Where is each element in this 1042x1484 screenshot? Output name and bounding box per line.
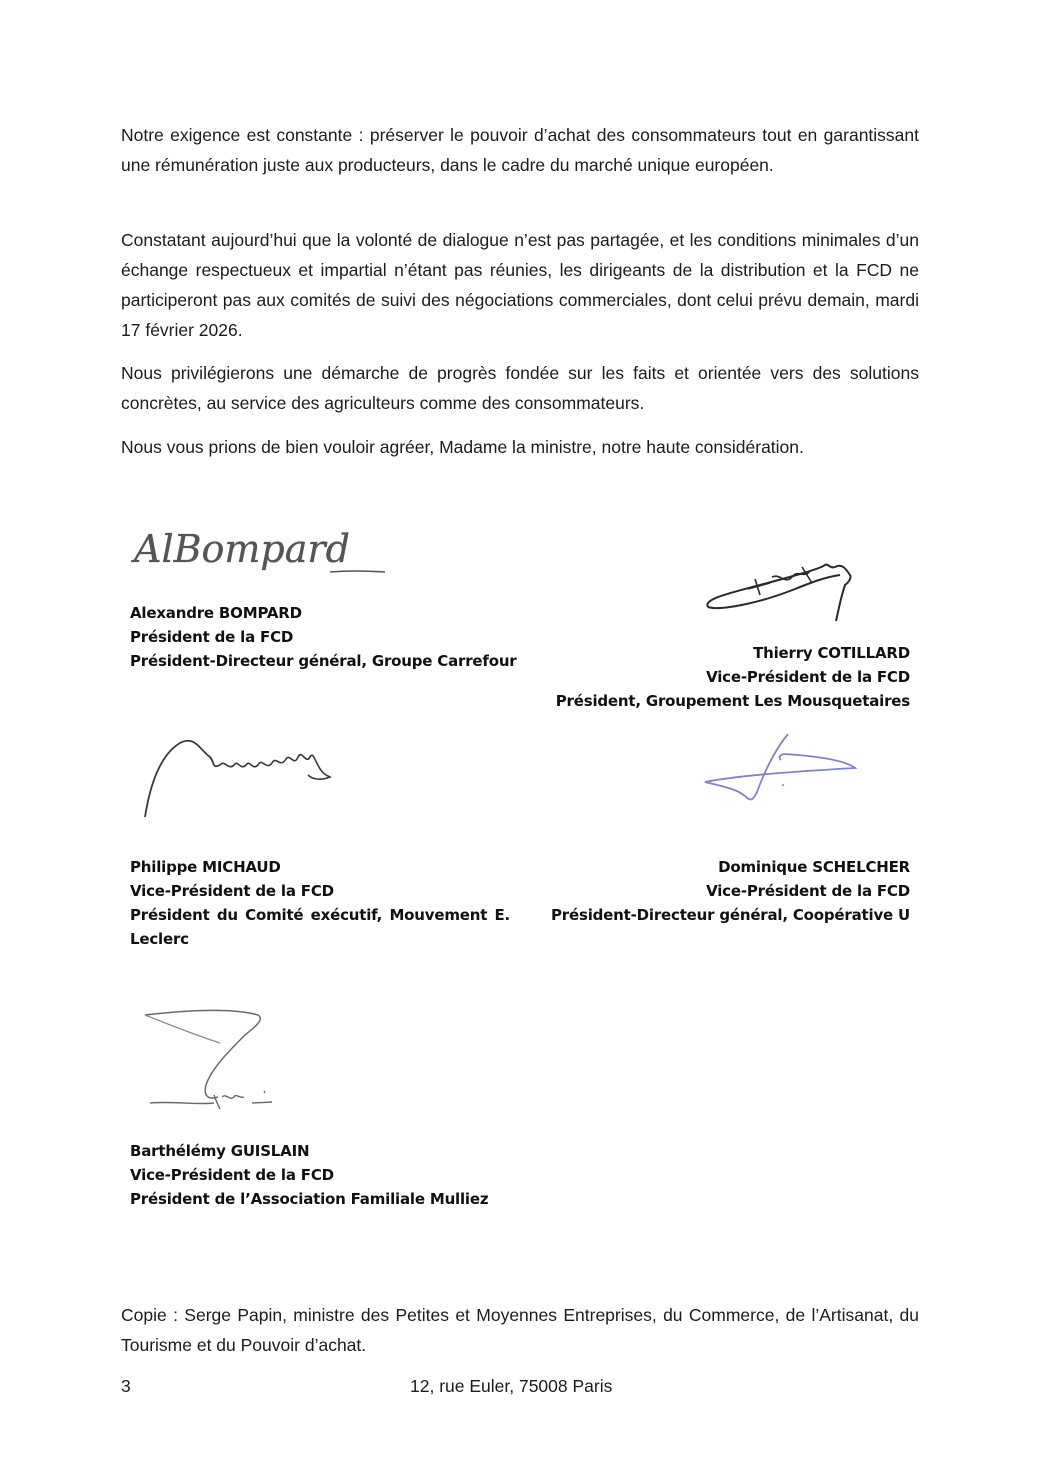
paragraph-progress-approach: Nous privilégierons une démarche de progrès fondée sur les faits et orientée vers des solutions concrètes, au service des agriculteurs comme des consommateurs. — [121, 363, 919, 413]
signatory-role: Président de la FCD — [130, 628, 294, 646]
signature-michaud-icon — [140, 735, 340, 825]
signatory-name: Philippe MICHAUD — [130, 858, 281, 876]
signatory-name: Barthélémy GUISLAIN — [130, 1142, 310, 1160]
footer-address: 12, rue Euler, 75008 Paris — [410, 1376, 613, 1396]
paragraph-non-participation: Constatant aujourd’hui que la volonté de dialogue n’est pas partagée, et les conditions minimales d’un échange respectueux et impartial n’étant pas réunies, les dirigeants de la distribution et la FCD ne participeront pas aux comités de suivi des négociations commerciales, dont celui prévu demain, mardi 17 février 2026. — [121, 230, 919, 340]
signature-cotillard-icon — [700, 555, 860, 625]
signatory-title: Président du Comité exécutif, Mouvement E. Leclerc — [130, 906, 510, 948]
signature-bompard-icon — [130, 522, 390, 582]
signature-bompard-glyphs: AlBompard — [134, 527, 350, 571]
signatory-role: Vice-Président de la FCD — [706, 668, 910, 686]
signatory-title: Président de l’Association Familiale Mulliez — [130, 1190, 489, 1208]
signatory-name: Thierry COTILLARD — [753, 644, 910, 662]
signatory-cotillard — [556, 641, 910, 713]
signatory-role: Vice-Président de la FCD — [130, 1166, 334, 1184]
copy-note: Copie : Serge Papin, ministre des Petites et Moyennes Entreprises, du Commerce, de l’Artisanat, du Tourisme et du Pouvoir d’achat. — [121, 1305, 919, 1355]
signature-schelcher-icon — [695, 730, 865, 805]
paragraph-closing-formula: Nous vous prions de bien vouloir agréer, Madame la ministre, notre haute considération. — [121, 437, 804, 457]
signatory-title: Président, Groupement Les Mousquetaires — [555, 692, 910, 710]
signatory-bompard — [130, 601, 517, 673]
signatory-role: Vice-Président de la FCD — [706, 882, 910, 900]
signatory-name: Alexandre BOMPARD — [130, 604, 302, 622]
signature-guislain-icon — [140, 1005, 290, 1115]
signatory-schelcher — [551, 855, 910, 927]
paragraph-consumer-purchasing-power: Notre exigence est constante : préserver le pouvoir d’achat des consommateurs tout en garantissant une rémunération juste aux producteurs, dans le cadre du marché unique européen. — [121, 125, 919, 175]
signatory-name: Dominique SCHELCHER — [718, 858, 910, 876]
signatory-title: Président-Directeur général, Coopérative U — [551, 906, 910, 924]
signatory-title: Président-Directeur général, Groupe Carrefour — [130, 652, 517, 670]
page-number: 3 — [121, 1376, 131, 1396]
signatory-guislain — [130, 1139, 488, 1211]
signatory-michaud — [130, 855, 510, 951]
signatory-role: Vice-Président de la FCD — [130, 882, 334, 900]
